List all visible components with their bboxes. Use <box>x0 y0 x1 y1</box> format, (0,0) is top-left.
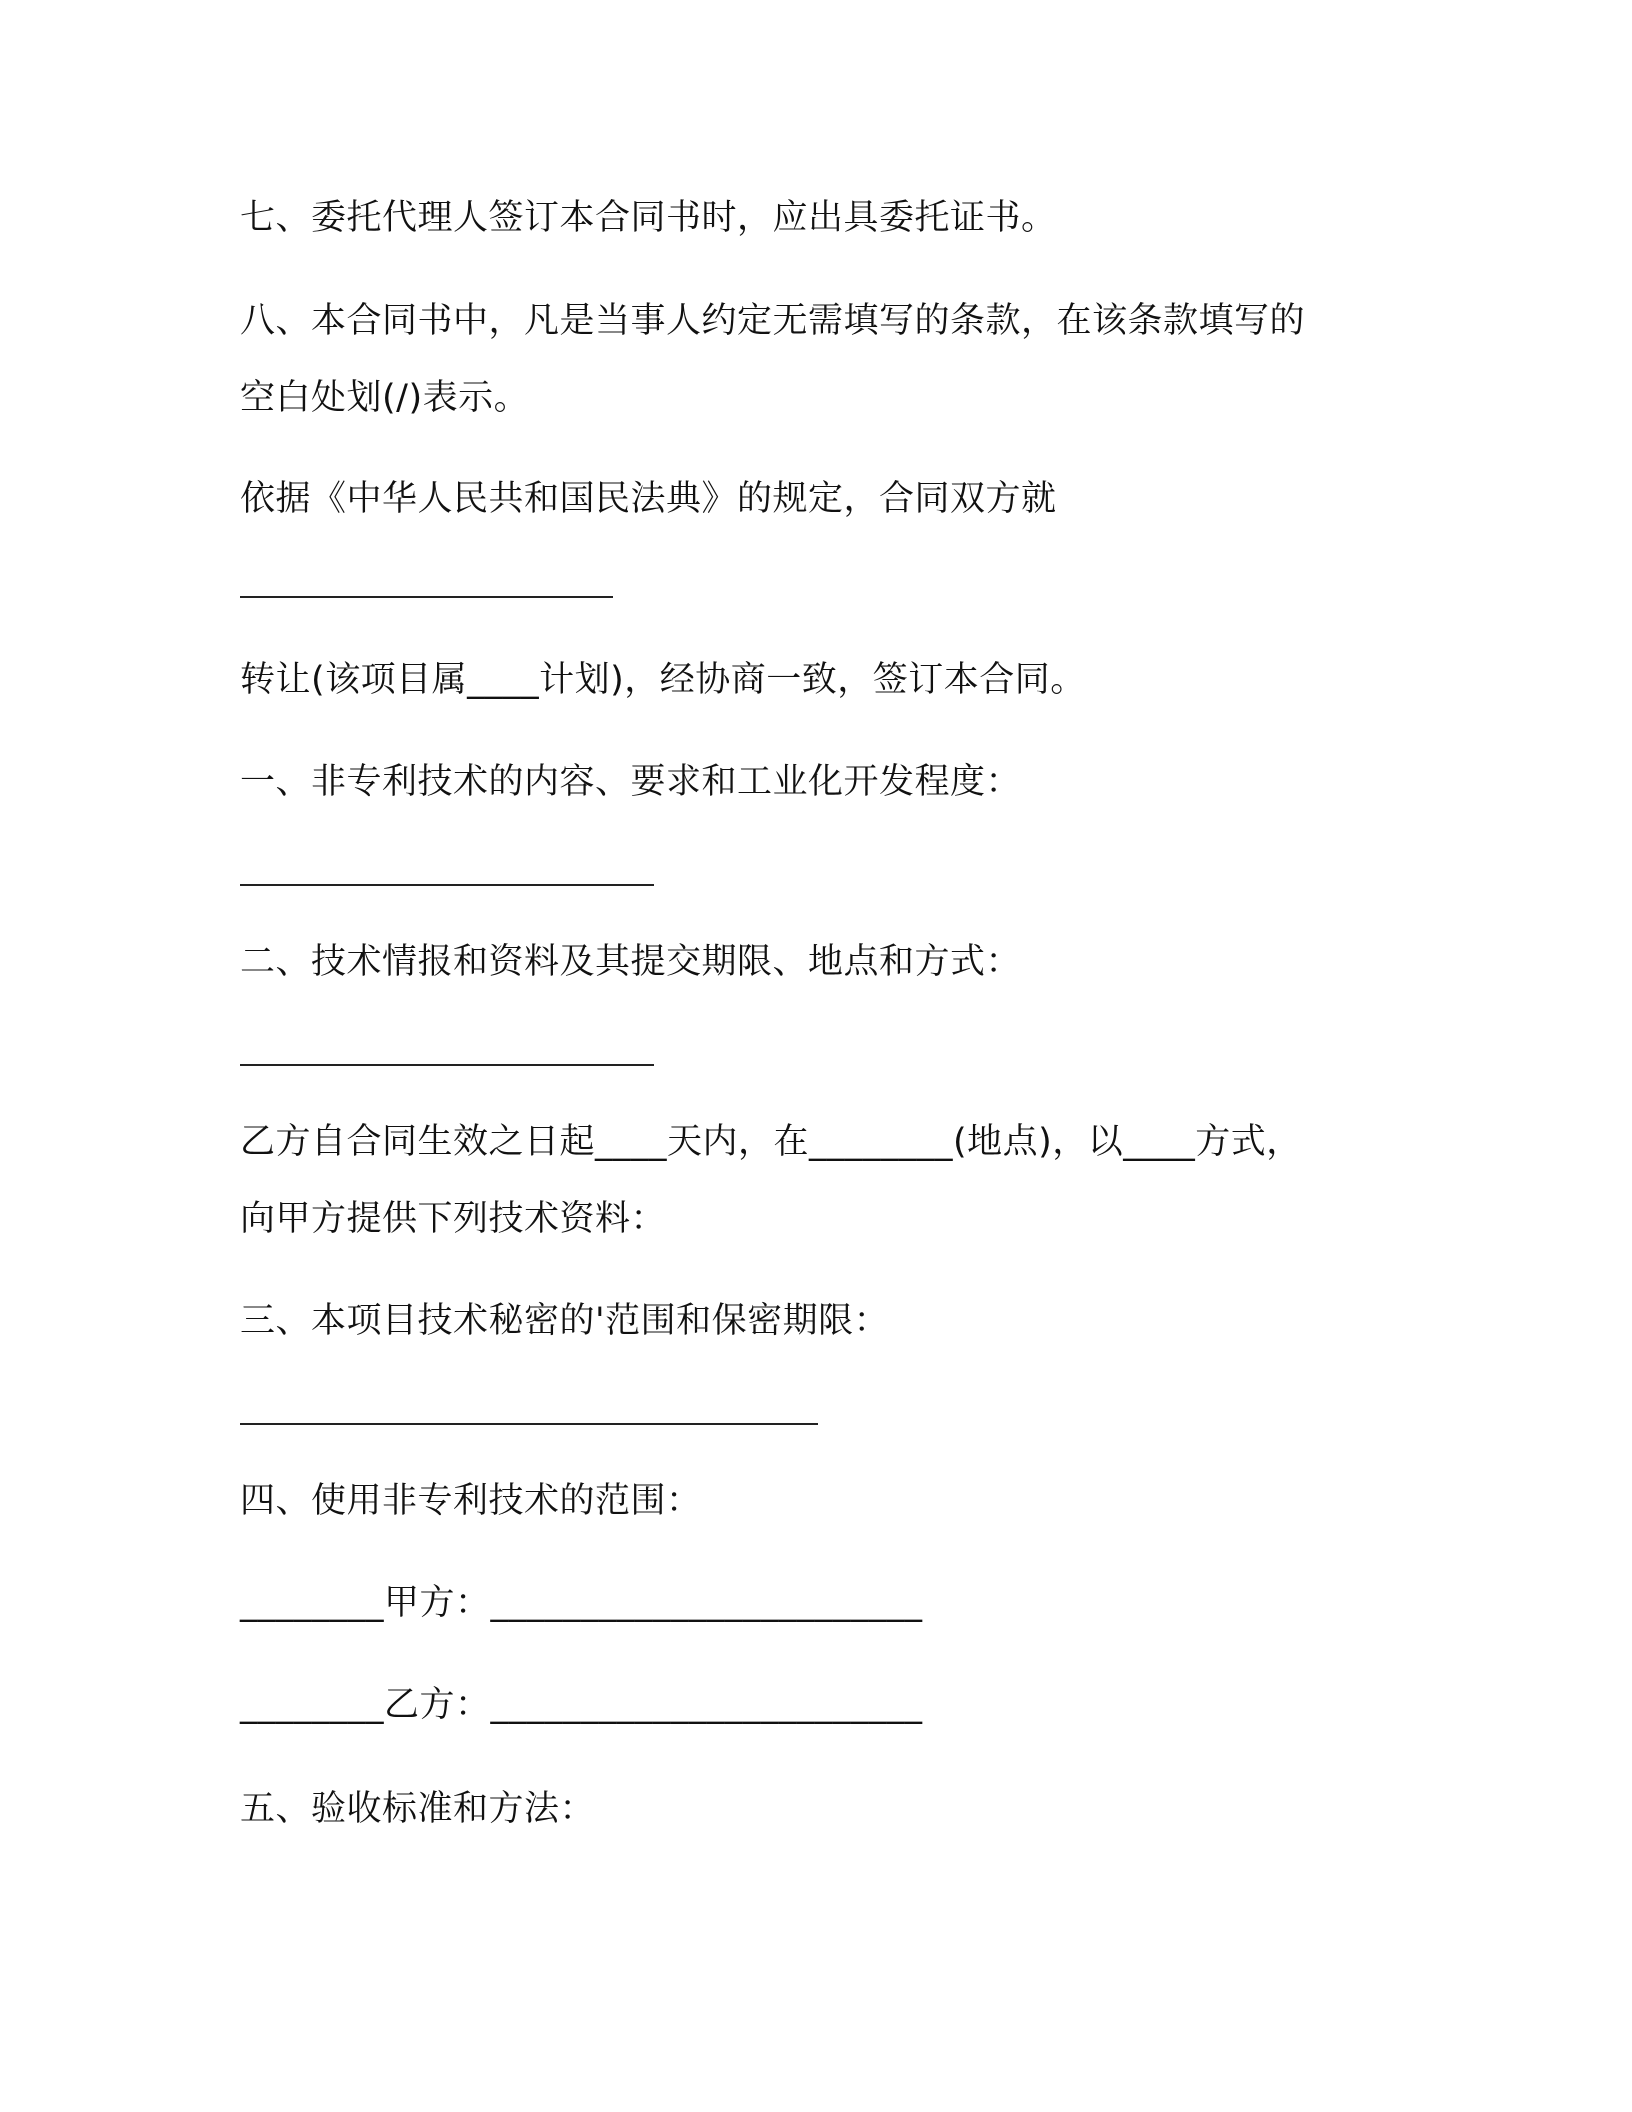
fill-blank-line <box>240 884 654 886</box>
section-2-heading: 二、技术情报和资料及其提交期限、地点和方式： <box>240 942 1022 982</box>
clause-8-text-line-2: 空白处划(/)表示。 <box>240 378 530 418</box>
transfer-statement: 转让(该项目属____计划)，经协商一致，签订本合同。 <box>240 660 1086 700</box>
delivery-terms-line-1: 乙方自合同生效之日起____天内，在________(地点)，以____方式， <box>240 1122 1302 1162</box>
section-4-heading: 四、使用非专利技术的范围： <box>240 1481 702 1521</box>
fill-blank-line <box>240 1423 818 1425</box>
section-3-heading: 三、本项目技术秘密的'范围和保密期限： <box>240 1301 890 1341</box>
section-1-heading: 一、非专利技术的内容、要求和工业化开发程度： <box>240 762 1022 802</box>
party-a-line: ________甲方：________________________ <box>240 1583 923 1623</box>
delivery-terms-line-2: 向甲方提供下列技术资料： <box>240 1199 667 1239</box>
fill-blank-line <box>240 1064 654 1066</box>
party-b-line: ________乙方：________________________ <box>240 1685 923 1725</box>
basis-statement: 依据《中华人民共和国民法典》的规定，合同双方就 <box>240 479 1057 519</box>
clause-7-text: 七、委托代理人签订本合同书时，应出具委托证书。 <box>240 198 1057 238</box>
fill-blank-line <box>240 596 613 598</box>
clause-8-text-line-1: 八、本合同书中，凡是当事人约定无需填写的条款，在该条款填写的 <box>240 301 1306 341</box>
section-5-heading: 五、验收标准和方法： <box>240 1789 596 1829</box>
